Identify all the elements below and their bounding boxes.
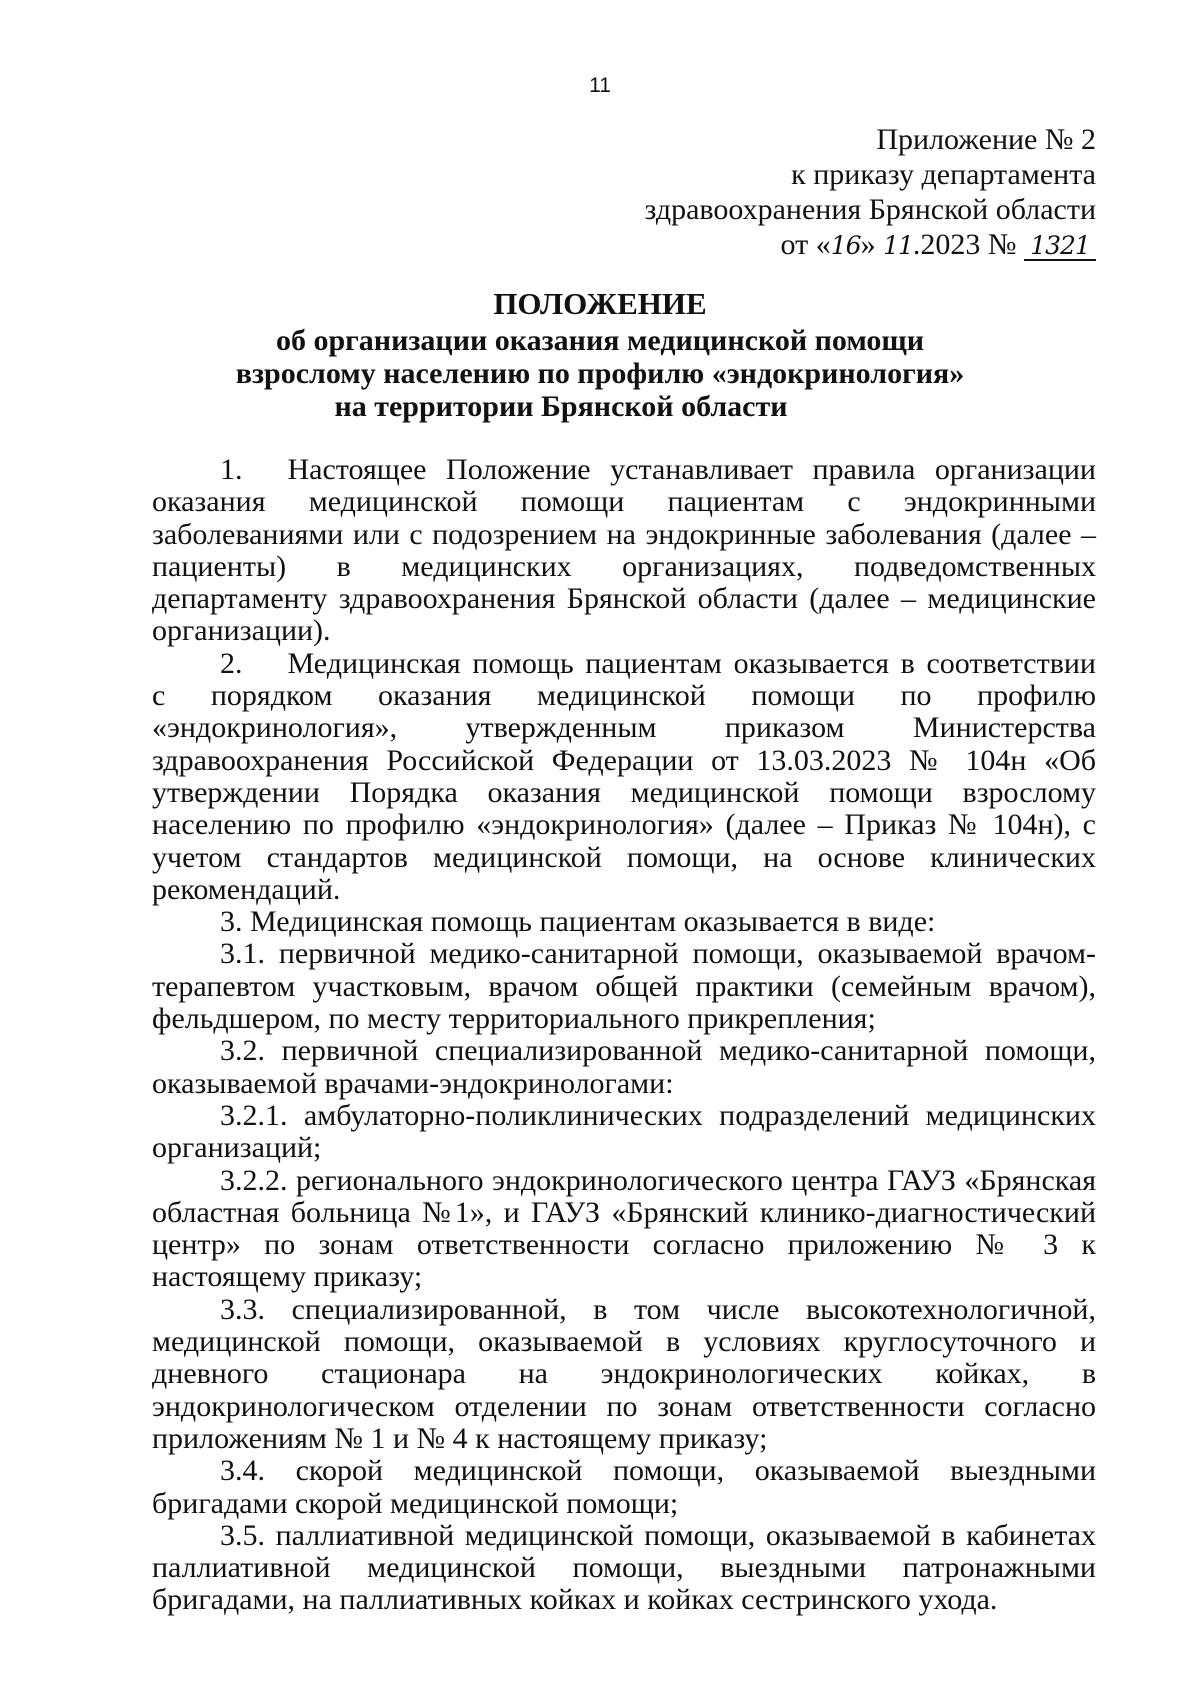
appendix-date-line <box>645 227 1096 263</box>
date-separator: » <box>860 228 884 261</box>
appendix-line: Приложение № 2 <box>876 123 1096 156</box>
paragraph-1: 1. Настоящее Положение устанавливает правила организации оказания медицинской помощи пациентам с эндокринными заболеваниями или с подозрением на эндокринные заболевания (далее – пациенты) в медицинских организациях, подведомственных департаменту здравоохранения Брянской области (далее – медицинские организации). <box>152 453 1096 648</box>
paragraph-3-1: 3.1. первичной медико-санитарной помощи, оказываемой врачом-терапевтом участковым, врачом общей практики (семейным врачом), фельдшером, по месту территориального прикрепления; <box>152 937 1096 1036</box>
paragraph-2: 2. Медицинская помощь пациентам оказывается в соответствии с порядком оказания медицинской помощи по профилю «эндокринология», утвержденным приказом Министерства здравоохранения Российской Федерации от 13.03.2023 № 104н «Об утверждении Порядка оказания медицинской помощи взрослому населению по профилю «эндокринология» (далее – Приказ № 104н), с учетом стандартов медицинской помощи, на основе клинических рекомендаций. <box>152 646 1096 906</box>
handwritten-order-number: 1321 <box>1024 233 1096 261</box>
date-year: .2023 № <box>912 228 1024 261</box>
paragraph-3-5: 3.5. паллиативной медицинской помощи, оказываемой в кабинетах паллиативной медицинской помощи, выездными патронажными бригадами, на паллиативных койках и койках сестринского ухода. <box>152 1518 1096 1617</box>
title-line: об организации оказания медицинской помощи <box>275 324 924 357</box>
document-title <box>0 287 1200 423</box>
paragraph-3: 3. Медицинская помощь пациентам оказывается в виде: <box>220 905 936 939</box>
title-line: взрослому населению по профилю «эндокринология» <box>235 357 965 390</box>
paragraph-3-2-2: 3.2.2. регионального эндокринологического центра ГАУЗ «Брянская областная больница №1», и ГАУЗ «Брянский клинико-диагностический центр» по зонам ответственности согласно приложению № 3 к настоящему приказу; <box>152 1163 1096 1294</box>
date-prefix: от « <box>780 228 831 261</box>
document-body <box>152 454 1096 1617</box>
appendix-header <box>645 122 1096 263</box>
handwritten-day: 16 <box>830 231 861 260</box>
paragraph-3-4: 3.4. скорой медицинской помощи, оказываемой выездными бригадами скорой медицинской помощи; <box>152 1454 1096 1520</box>
paragraph-3-2-1: 3.2.1. амбулаторно-поликлинических подразделений медицинских организаций; <box>152 1098 1096 1165</box>
page-number: 11 <box>589 74 611 97</box>
handwritten-month: 11 <box>883 231 913 260</box>
paragraph-3-2: 3.2. первичной специализированной медико-санитарной помощи, оказываемой врачами-эндокринологами: <box>152 1034 1096 1100</box>
appendix-line: здравоохранения Брянской области <box>644 193 1096 226</box>
title-line: на территории Брянской области <box>334 390 788 423</box>
appendix-line: к приказу департамента <box>791 158 1096 191</box>
title-heading: ПОЛОЖЕНИЕ <box>493 286 707 321</box>
paragraph-3-3: 3.3. специализированной, в том числе высокотехнологичной, медицинской помощи, оказываемой в условиях круглосуточного и дневного стационара на эндокринологических койках, в эндокринологическом отделении по зонам ответственности согласно приложениям № 1 и № 4 к настоящему приказу; <box>152 1292 1096 1455</box>
